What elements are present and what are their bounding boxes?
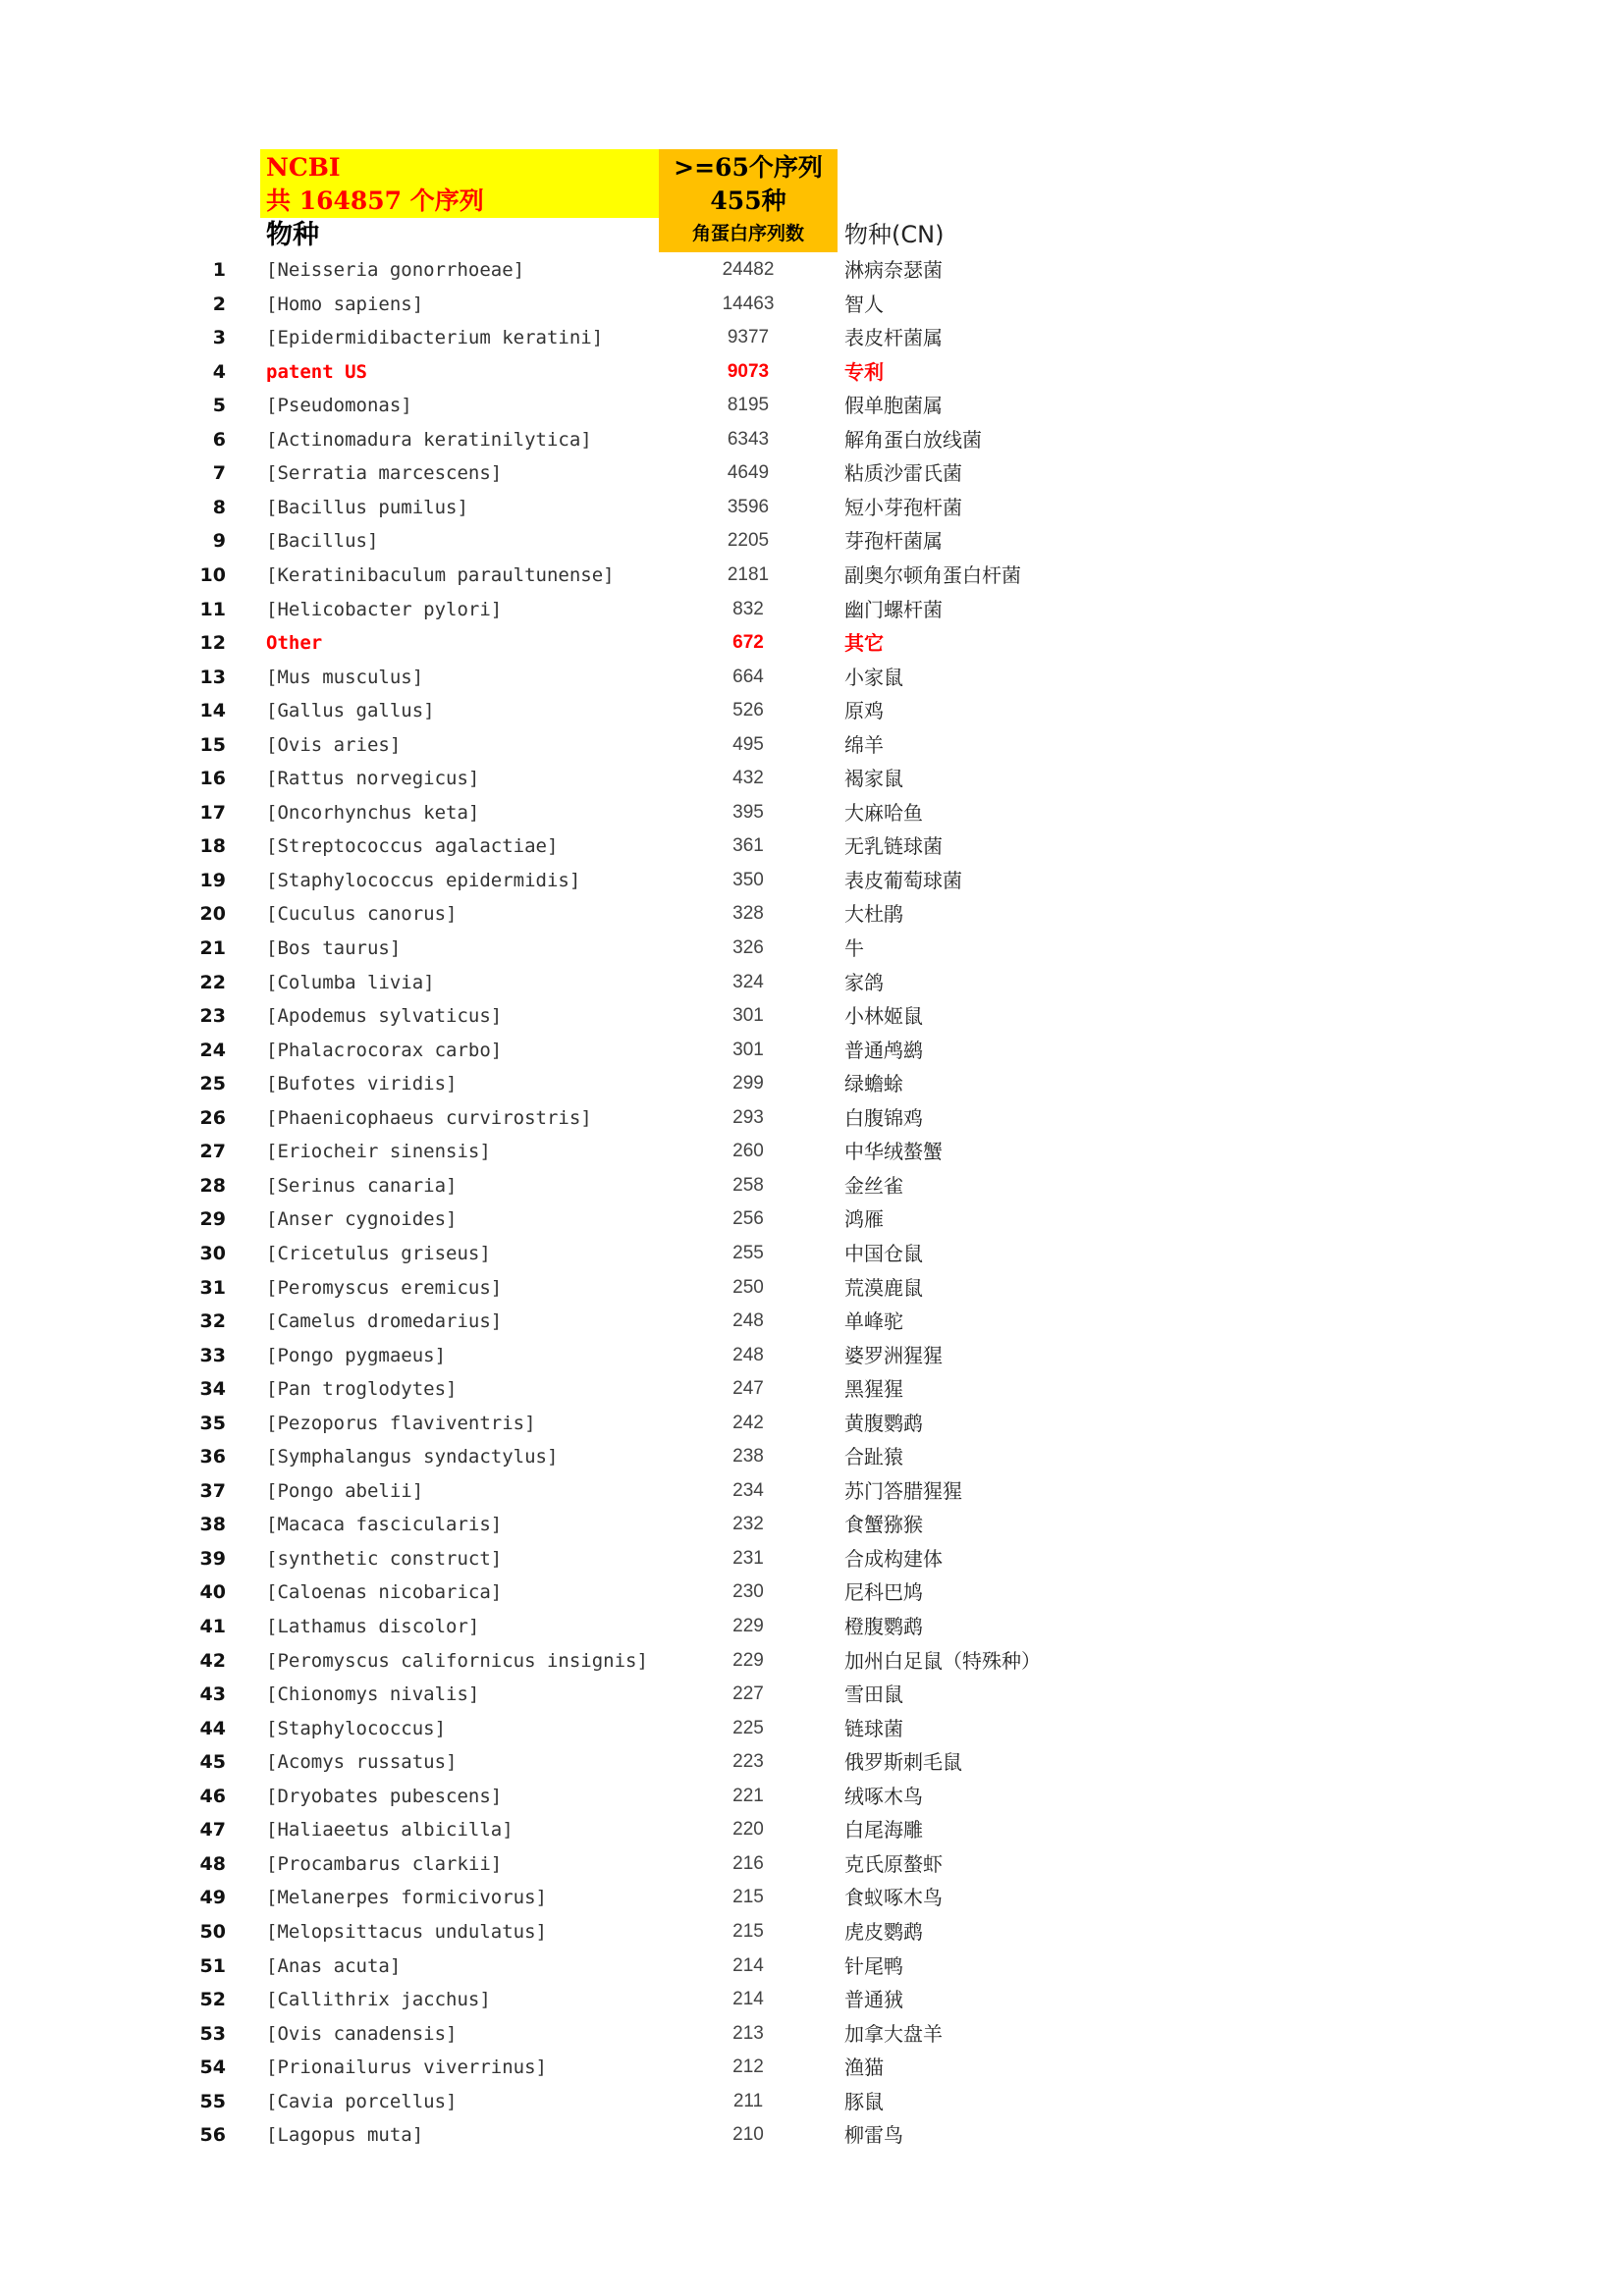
sequence-count: 432 bbox=[732, 768, 764, 789]
species-cn-name: 俄罗斯刺毛鼠 bbox=[844, 1750, 962, 1775]
species-name: [Bos taurus] bbox=[266, 937, 402, 959]
row-index: 21 bbox=[199, 937, 226, 959]
species-name: [Serratia marcescens] bbox=[266, 462, 503, 485]
sequence-count: 256 bbox=[732, 1208, 764, 1230]
row-index: 10 bbox=[199, 564, 226, 586]
row-index: 35 bbox=[199, 1412, 226, 1434]
sequence-count: 238 bbox=[732, 1446, 764, 1468]
row-index: 41 bbox=[199, 1616, 226, 1637]
species-cn-name: 绵羊 bbox=[844, 732, 884, 757]
species-name: [Melopsittacus undulatus] bbox=[266, 1920, 547, 1943]
species-name: [Apodemus sylvaticus] bbox=[266, 1005, 503, 1028]
sequence-count: 229 bbox=[732, 1649, 764, 1671]
table-row bbox=[177, 1101, 1080, 1135]
species-cn-name: 克氏原螯虾 bbox=[844, 1851, 943, 1876]
species-cn-name: 加拿大盘羊 bbox=[844, 2021, 943, 2046]
table-row bbox=[177, 1813, 1080, 1846]
row-index: 32 bbox=[199, 1310, 226, 1332]
table-row bbox=[177, 456, 1080, 490]
row-index: 30 bbox=[199, 1242, 226, 1264]
table-row bbox=[177, 829, 1080, 863]
table-row bbox=[177, 1610, 1080, 1643]
species-name: patent US bbox=[266, 360, 367, 383]
sequence-count: 225 bbox=[732, 1717, 764, 1738]
row-index: 55 bbox=[199, 2090, 226, 2112]
species-name: [Lagopus muta] bbox=[266, 2124, 424, 2147]
species-name: [Gallus gallus] bbox=[266, 700, 435, 722]
species-name: [Pongo abelii] bbox=[266, 1479, 424, 1502]
species-cn-name: 解角蛋白放线菌 bbox=[844, 427, 982, 452]
species-name: [Cavia porcellus] bbox=[266, 2090, 458, 2112]
table-row bbox=[177, 321, 1080, 354]
species-cn-name: 黑猩猩 bbox=[844, 1377, 903, 1402]
species-cn-name: 柳雷鸟 bbox=[844, 2123, 903, 2148]
species-cn-name: 针尾鸭 bbox=[844, 1953, 903, 1978]
species-cn-name: 其它 bbox=[844, 631, 884, 655]
table-row bbox=[177, 1575, 1080, 1609]
row-index: 56 bbox=[199, 2124, 226, 2147]
table-row bbox=[177, 1067, 1080, 1100]
row-index: 23 bbox=[199, 1005, 226, 1028]
table-row bbox=[177, 1305, 1080, 1338]
table-row bbox=[177, 1542, 1080, 1575]
row-index: 1 bbox=[212, 259, 226, 281]
sequence-count: 223 bbox=[732, 1751, 764, 1773]
row-index: 28 bbox=[199, 1174, 226, 1197]
species-name: [Procambarus clarkii] bbox=[266, 1852, 503, 1875]
species-name: [Ovis aries] bbox=[266, 733, 402, 756]
species-cn-name: 单峰驼 bbox=[844, 1309, 903, 1333]
table-row bbox=[177, 1915, 1080, 1949]
sequence-count: 350 bbox=[732, 869, 764, 890]
sequence-count: 301 bbox=[732, 1005, 764, 1027]
sequence-count: 495 bbox=[732, 733, 764, 755]
sequence-count: 8195 bbox=[727, 395, 770, 416]
table-row bbox=[177, 694, 1080, 727]
species-cn-name: 大杜鹃 bbox=[844, 902, 903, 927]
species-name: [Ovis canadensis] bbox=[266, 2022, 458, 2045]
sequence-count: 216 bbox=[732, 1852, 764, 1874]
sequence-count: 255 bbox=[732, 1242, 764, 1263]
row-index: 15 bbox=[199, 733, 226, 756]
species-name: [Bufotes viridis] bbox=[266, 1073, 458, 1095]
row-index: 46 bbox=[199, 1785, 226, 1807]
sequence-count: 210 bbox=[732, 2124, 764, 2146]
row-index: 7 bbox=[212, 462, 226, 485]
sequence-count: 211 bbox=[732, 2090, 764, 2111]
table-row bbox=[177, 1678, 1080, 1711]
species-cn-name: 表皮葡萄球菌 bbox=[844, 868, 962, 892]
species-cn-name: 豚鼠 bbox=[844, 2089, 884, 2113]
threshold-label: >=65个序列 bbox=[674, 153, 823, 182]
species-count-label: 455种 bbox=[710, 187, 786, 215]
species-cn-name: 牛 bbox=[844, 936, 864, 960]
species-cn-name: 原鸡 bbox=[844, 699, 884, 723]
table-row bbox=[177, 1780, 1080, 1813]
table-row bbox=[177, 1712, 1080, 1745]
species-name: [Haliaeetus albicilla] bbox=[266, 1819, 514, 1842]
species-cn-name: 合趾猿 bbox=[844, 1445, 903, 1469]
table-row bbox=[177, 1237, 1080, 1270]
species-name: [synthetic construct] bbox=[266, 1547, 503, 1570]
sequence-count: 221 bbox=[732, 1785, 764, 1806]
species-cn-name: 大麻哈鱼 bbox=[844, 800, 923, 825]
table-row bbox=[177, 593, 1080, 626]
species-cn-name: 渔猫 bbox=[844, 2056, 884, 2080]
sequence-count: 242 bbox=[732, 1412, 764, 1433]
species-name: [Pan troglodytes] bbox=[266, 1378, 458, 1401]
row-index: 45 bbox=[199, 1751, 226, 1774]
table-row bbox=[177, 1847, 1080, 1881]
row-index: 42 bbox=[199, 1649, 226, 1672]
table-row bbox=[177, 1407, 1080, 1440]
sequence-count: 9377 bbox=[727, 327, 770, 348]
sequence-count: 324 bbox=[732, 971, 764, 992]
sequence-count: 9073 bbox=[727, 360, 770, 382]
sequence-count: 14463 bbox=[722, 293, 775, 314]
species-cn-name: 绒啄木鸟 bbox=[844, 1784, 923, 1808]
species-name: [Anas acuta] bbox=[266, 1954, 402, 1977]
table-row bbox=[177, 2051, 1080, 2084]
sequence-count: 258 bbox=[732, 1174, 764, 1196]
sequence-count: 247 bbox=[732, 1378, 764, 1400]
species-cn-name: 小家鼠 bbox=[844, 665, 903, 689]
table-row bbox=[177, 2017, 1080, 2051]
species-cn-name: 短小芽孢杆菌 bbox=[844, 495, 962, 519]
row-index: 8 bbox=[212, 496, 226, 518]
species-cn-name: 粘质沙雷氏菌 bbox=[844, 461, 962, 486]
row-index: 48 bbox=[199, 1852, 226, 1875]
species-name: [Phalacrocorax carbo] bbox=[266, 1039, 503, 1061]
seq-count-column-header: 角蛋白序列数 bbox=[691, 223, 804, 244]
sequence-count: 326 bbox=[732, 937, 764, 958]
table-row bbox=[177, 864, 1080, 897]
sequence-count: 672 bbox=[732, 632, 764, 653]
species-name: [Bacillus pumilus] bbox=[266, 496, 468, 518]
total-sequences-label: 共 164857 个序列 bbox=[266, 187, 484, 215]
row-index: 52 bbox=[199, 1989, 226, 2010]
table-row bbox=[177, 2118, 1080, 2152]
sequence-count: 234 bbox=[732, 1479, 764, 1501]
species-cn-name: 假单胞菌属 bbox=[844, 394, 943, 418]
table-row bbox=[177, 491, 1080, 524]
row-index: 16 bbox=[199, 768, 226, 790]
table-row bbox=[177, 728, 1080, 762]
sequence-count: 215 bbox=[732, 1920, 764, 1942]
row-index: 31 bbox=[199, 1276, 226, 1299]
table-row bbox=[177, 1508, 1080, 1541]
row-index: 20 bbox=[199, 903, 226, 926]
sequence-count: 227 bbox=[732, 1683, 764, 1705]
species-cn-name: 中华绒螯蟹 bbox=[844, 1140, 943, 1164]
species-cn-name: 普通鸬鹚 bbox=[844, 1038, 923, 1062]
species-name: [Cricetulus griseus] bbox=[266, 1242, 491, 1264]
table-row bbox=[177, 1169, 1080, 1202]
sequence-count: 214 bbox=[732, 1989, 764, 2009]
sequence-count: 526 bbox=[732, 700, 764, 721]
species-name: [Keratinibaculum paraultunense] bbox=[266, 564, 615, 586]
sequence-count: 832 bbox=[732, 598, 764, 619]
species-name: [Lathamus discolor] bbox=[266, 1616, 480, 1637]
species-cn-name: 食蚁啄木鸟 bbox=[844, 1886, 943, 1910]
species-name: [Peromyscus eremicus] bbox=[266, 1276, 503, 1299]
species-cn-name: 虎皮鹦鹉 bbox=[844, 1919, 923, 1944]
row-index: 19 bbox=[199, 869, 226, 891]
species-name: [Symphalangus syndactylus] bbox=[266, 1446, 559, 1468]
row-index: 34 bbox=[199, 1378, 226, 1401]
species-cn-name: 白尾海雕 bbox=[844, 1818, 923, 1842]
row-index: 43 bbox=[199, 1683, 226, 1706]
row-index: 18 bbox=[199, 835, 226, 858]
species-name: [Acomys russatus] bbox=[266, 1751, 458, 1774]
sequence-count: 212 bbox=[732, 2056, 764, 2078]
sequence-count: 229 bbox=[732, 1616, 764, 1636]
sequence-count: 664 bbox=[732, 666, 764, 687]
table-row bbox=[177, 1440, 1080, 1473]
sequence-count: 293 bbox=[732, 1106, 764, 1128]
species-cn-name: 荒漠鹿鼠 bbox=[844, 1275, 923, 1300]
species-name: [Chionomys nivalis] bbox=[266, 1683, 480, 1706]
species-cn-name: 无乳链球菌 bbox=[844, 834, 943, 859]
table-row bbox=[177, 966, 1080, 999]
species-name: [Bacillus] bbox=[266, 530, 379, 553]
row-index: 38 bbox=[199, 1514, 226, 1536]
sequence-count: 6343 bbox=[727, 428, 770, 450]
species-name: [Streptococcus agalactiae] bbox=[266, 835, 559, 858]
species-cn-name: 幽门螺杆菌 bbox=[844, 597, 943, 621]
species-cn-column-header: 物种(CN) bbox=[844, 221, 945, 248]
sequence-count: 2181 bbox=[727, 564, 770, 585]
species-cn-name: 食蟹猕猴 bbox=[844, 1513, 923, 1537]
row-index: 5 bbox=[212, 395, 226, 417]
species-name: [Pongo pygmaeus] bbox=[266, 1344, 447, 1366]
sequence-count: 2205 bbox=[727, 530, 770, 552]
species-name: [Helicobacter pylori] bbox=[266, 598, 503, 620]
species-name: [Camelus dromedarius] bbox=[266, 1310, 503, 1332]
sequence-count: 361 bbox=[732, 835, 764, 857]
sequence-count: 299 bbox=[732, 1073, 764, 1095]
row-index: 6 bbox=[212, 428, 226, 451]
table-row bbox=[177, 1135, 1080, 1168]
table-row bbox=[177, 897, 1080, 931]
species-name: [Epidermidibacterium keratini] bbox=[266, 327, 604, 349]
species-name: [Prionailurus viverrinus] bbox=[266, 2056, 547, 2079]
species-name: [Rattus norvegicus] bbox=[266, 768, 480, 790]
species-name: [Dryobates pubescens] bbox=[266, 1785, 503, 1807]
species-name: [Columba livia] bbox=[266, 971, 435, 993]
species-cn-name: 黄腹鹦鹉 bbox=[844, 1411, 923, 1435]
sequence-count: 4649 bbox=[727, 462, 770, 484]
species-cn-name: 链球菌 bbox=[844, 1716, 903, 1740]
sequence-count: 328 bbox=[732, 903, 764, 925]
row-index: 39 bbox=[199, 1547, 226, 1570]
table-row bbox=[177, 1881, 1080, 1914]
table-row bbox=[177, 796, 1080, 829]
species-name: [Melanerpes formicivorus] bbox=[266, 1887, 547, 1909]
species-cn-name: 鸿雁 bbox=[844, 1207, 884, 1232]
species-cn-name: 小林姬鼠 bbox=[844, 1004, 923, 1029]
sequence-count: 220 bbox=[732, 1819, 764, 1841]
species-cn-name: 白腹锦鸡 bbox=[844, 1105, 923, 1130]
row-index: 26 bbox=[199, 1106, 226, 1129]
table-row bbox=[177, 626, 1080, 660]
sequence-count: 231 bbox=[732, 1547, 764, 1569]
species-cn-name: 雪田鼠 bbox=[844, 1682, 903, 1707]
row-index: 22 bbox=[199, 971, 226, 993]
table-row bbox=[177, 423, 1080, 456]
species-name: [Neisseria gonorrhoeae] bbox=[266, 259, 525, 281]
row-index: 11 bbox=[199, 598, 226, 620]
sequence-count: 24482 bbox=[722, 259, 775, 280]
sequence-count: 230 bbox=[732, 1581, 764, 1603]
sequence-count: 250 bbox=[732, 1276, 764, 1298]
sequence-count: 214 bbox=[732, 1954, 764, 1976]
row-index: 17 bbox=[199, 801, 226, 824]
ncbi-label: NCBI bbox=[266, 153, 341, 182]
species-cn-name: 加州白足鼠（特殊种） bbox=[844, 1648, 1041, 1673]
table-row bbox=[177, 1339, 1080, 1372]
row-index: 13 bbox=[199, 666, 226, 688]
table-row bbox=[177, 288, 1080, 321]
species-name: [Staphylococcus epidermidis] bbox=[266, 869, 581, 891]
row-index: 47 bbox=[199, 1819, 226, 1842]
species-cn-name: 智人 bbox=[844, 292, 884, 316]
table-row bbox=[177, 762, 1080, 795]
species-cn-name: 金丝雀 bbox=[844, 1173, 903, 1198]
table-row bbox=[177, 389, 1080, 422]
sequence-count: 215 bbox=[732, 1887, 764, 1908]
sequence-count: 248 bbox=[732, 1344, 764, 1365]
species-name: [Oncorhynchus keta] bbox=[266, 801, 480, 824]
row-index: 53 bbox=[199, 2022, 226, 2045]
species-cn-name: 婆罗洲猩猩 bbox=[844, 1343, 943, 1367]
row-index: 40 bbox=[199, 1581, 226, 1604]
table-row bbox=[177, 1202, 1080, 1236]
species-cn-name: 专利 bbox=[844, 359, 884, 384]
species-name: [Serinus canaria] bbox=[266, 1174, 458, 1197]
table-row bbox=[177, 1745, 1080, 1779]
table-row bbox=[177, 253, 1080, 287]
row-index: 2 bbox=[212, 293, 226, 315]
table-row bbox=[177, 1271, 1080, 1305]
species-cn-name: 苏门答腊猩猩 bbox=[844, 1478, 962, 1503]
species-name: [Anser cygnoides] bbox=[266, 1208, 458, 1231]
table-row bbox=[177, 932, 1080, 965]
row-index: 3 bbox=[212, 327, 226, 349]
sequence-count: 301 bbox=[732, 1039, 764, 1060]
species-cn-name: 家鸽 bbox=[844, 970, 884, 994]
row-index: 33 bbox=[199, 1344, 226, 1366]
species-name: [Macaca fascicularis] bbox=[266, 1514, 503, 1536]
table-row bbox=[177, 1983, 1080, 2016]
sequence-count: 232 bbox=[732, 1514, 764, 1535]
table-row bbox=[177, 1474, 1080, 1508]
row-index: 44 bbox=[199, 1717, 226, 1739]
species-cn-name: 中国仓鼠 bbox=[844, 1241, 923, 1265]
species-name: Other bbox=[266, 632, 323, 654]
sequence-count: 395 bbox=[732, 801, 764, 823]
table-row bbox=[177, 661, 1080, 694]
table-row bbox=[177, 999, 1080, 1033]
row-index: 4 bbox=[212, 360, 226, 383]
row-index: 25 bbox=[199, 1073, 226, 1095]
table-row bbox=[177, 2085, 1080, 2118]
row-index: 12 bbox=[199, 632, 226, 654]
table-row bbox=[177, 355, 1080, 389]
species-cn-name: 副奥尔顿角蛋白杆菌 bbox=[844, 563, 1021, 587]
species-cn-name: 普通狨 bbox=[844, 1988, 903, 2011]
row-index: 36 bbox=[199, 1446, 226, 1468]
species-name: [Pseudomonas] bbox=[266, 395, 412, 417]
species-name: [Pezoporus flaviventris] bbox=[266, 1412, 536, 1434]
species-name: [Caloenas nicobarica] bbox=[266, 1581, 503, 1604]
row-index: 14 bbox=[199, 700, 226, 722]
table-row bbox=[177, 524, 1080, 558]
species-cn-name: 尼科巴鸠 bbox=[844, 1580, 923, 1605]
table-row bbox=[177, 1644, 1080, 1678]
row-index: 37 bbox=[199, 1479, 226, 1502]
row-index: 49 bbox=[199, 1887, 226, 1909]
species-cn-name: 橙腹鹦鹉 bbox=[844, 1615, 923, 1638]
sequence-count: 260 bbox=[732, 1141, 764, 1162]
species-name: [Cuculus canorus] bbox=[266, 903, 458, 926]
row-index: 50 bbox=[199, 1920, 226, 1943]
row-index: 51 bbox=[199, 1954, 226, 1977]
row-index: 27 bbox=[199, 1141, 226, 1163]
species-name: [Mus musculus] bbox=[266, 666, 424, 688]
species-name: [Staphylococcus] bbox=[266, 1717, 447, 1739]
row-index: 24 bbox=[199, 1039, 226, 1061]
table-row bbox=[177, 1372, 1080, 1406]
species-name: [Callithrix jacchus] bbox=[266, 1989, 491, 2010]
table-row bbox=[177, 1034, 1080, 1067]
species-cn-name: 合成构建体 bbox=[844, 1546, 943, 1571]
species-cn-name: 表皮杆菌属 bbox=[844, 326, 943, 350]
species-name: [Actinomadura keratinilytica] bbox=[266, 428, 592, 451]
row-index: 29 bbox=[199, 1208, 226, 1231]
row-index: 54 bbox=[199, 2056, 226, 2079]
sequence-count: 213 bbox=[732, 2022, 764, 2044]
table-row bbox=[177, 559, 1080, 592]
species-cn-name: 绿蟾蜍 bbox=[844, 1072, 903, 1096]
row-index: 9 bbox=[212, 530, 226, 553]
species-cn-name: 淋病奈瑟菌 bbox=[844, 258, 943, 282]
sequence-count: 248 bbox=[732, 1310, 764, 1331]
species-name: [Phaenicophaeus curvirostris] bbox=[266, 1106, 592, 1129]
species-name: [Eriocheir sinensis] bbox=[266, 1141, 491, 1163]
species-column-header: 物种 bbox=[266, 220, 319, 250]
table-row bbox=[177, 1949, 1080, 1983]
species-name: [Homo sapiens] bbox=[266, 293, 424, 315]
species-cn-name: 芽孢杆菌属 bbox=[844, 529, 943, 554]
species-cn-name: 褐家鼠 bbox=[844, 767, 903, 791]
species-name: [Peromyscus californicus insignis] bbox=[266, 1649, 648, 1672]
sequence-count: 3596 bbox=[727, 496, 770, 517]
